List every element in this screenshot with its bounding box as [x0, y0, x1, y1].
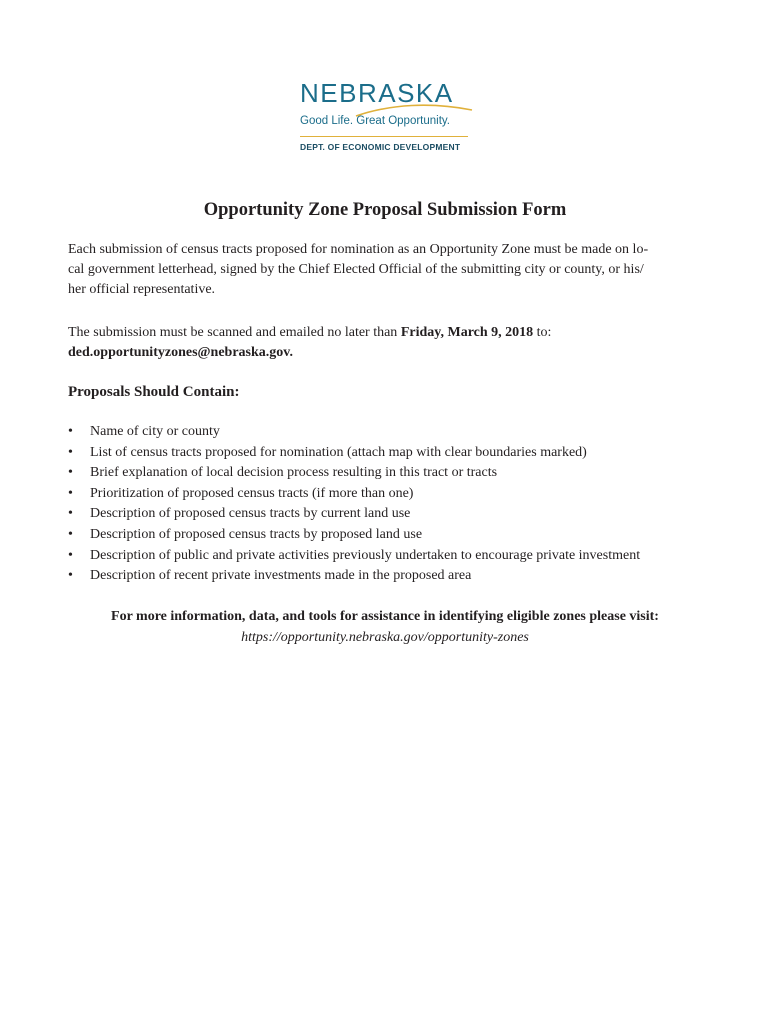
list-item	[68, 525, 708, 546]
bullet-icon: •	[68, 485, 73, 501]
proposals-heading: Proposals Should Contain:	[68, 384, 240, 400]
submission-email-address: ded.opportunityzones@nebraska.gov.	[68, 345, 294, 360]
logo-department: DEPT. OF ECONOMIC DEVELOPMENT	[300, 142, 461, 152]
footer-text: For more information, data, and tools for assistance in identifying eligible zones please visit:	[111, 609, 659, 624]
list-item	[68, 504, 708, 525]
bullet-icon: •	[68, 465, 73, 481]
list-item	[68, 422, 708, 443]
list-item-text: Prioritization of proposed census tracts (if more than one)	[90, 485, 414, 501]
list-item-text: Brief explanation of local decision process resulting in this tract or tracts	[90, 465, 498, 481]
footer-info	[0, 606, 770, 648]
deadline-date: Friday, March 9, 2018	[400, 325, 534, 340]
list-item	[68, 566, 708, 587]
list-item	[68, 484, 708, 505]
logo-wordmark: NEBRASKA	[300, 78, 454, 108]
bullet-icon: •	[68, 526, 73, 542]
list-item	[68, 463, 708, 484]
list-item-text: Description of proposed census tracts by current land use	[90, 506, 411, 522]
bullet-icon: •	[68, 547, 73, 563]
page-title: Opportunity Zone Proposal Submission Form	[203, 200, 567, 220]
bullet-icon: •	[68, 444, 73, 460]
intro-line: cal government letterhead, signed by the Chief Elected Official of the submitting city or county, or his/	[68, 262, 644, 277]
deadline-paragraph	[68, 323, 700, 363]
intro-paragraph	[68, 240, 700, 300]
proposal-requirements-list	[68, 422, 708, 587]
list-item-text: Description of public and private activities previously undertaken to encourage private investment	[90, 547, 641, 563]
deadline-prefix: The submission must be scanned and emailed no later than	[68, 325, 401, 340]
list-item-text: List of census tracts proposed for nomination (attach map with clear boundaries marked)	[90, 444, 587, 460]
opportunity-zones-link[interactable]: https://opportunity.nebraska.gov/opportunity-zones	[241, 630, 529, 645]
nebraska-logo	[296, 76, 474, 160]
deadline-line	[68, 323, 700, 343]
logo-tagline: Good Life. Great Opportunity.	[300, 115, 451, 127]
bullet-icon: •	[68, 568, 73, 584]
intro-line: her official representative.	[68, 282, 216, 297]
list-item	[68, 443, 708, 464]
intro-line: Each submission of census tracts proposed for nomination as an Opportunity Zone must be made on lo-	[68, 242, 649, 257]
list-item-text: Description of recent private investments made in the proposed area	[90, 568, 472, 584]
logo-divider	[300, 136, 468, 137]
submission-email	[68, 343, 700, 363]
bullet-icon: •	[68, 424, 73, 439]
list-item-text: Description of proposed census tracts by proposed land use	[90, 526, 423, 542]
deadline-suffix: to:	[533, 325, 552, 340]
bullet-icon: •	[68, 506, 73, 522]
list-item-text: Name of city or county	[90, 424, 220, 439]
list-item	[68, 546, 708, 567]
